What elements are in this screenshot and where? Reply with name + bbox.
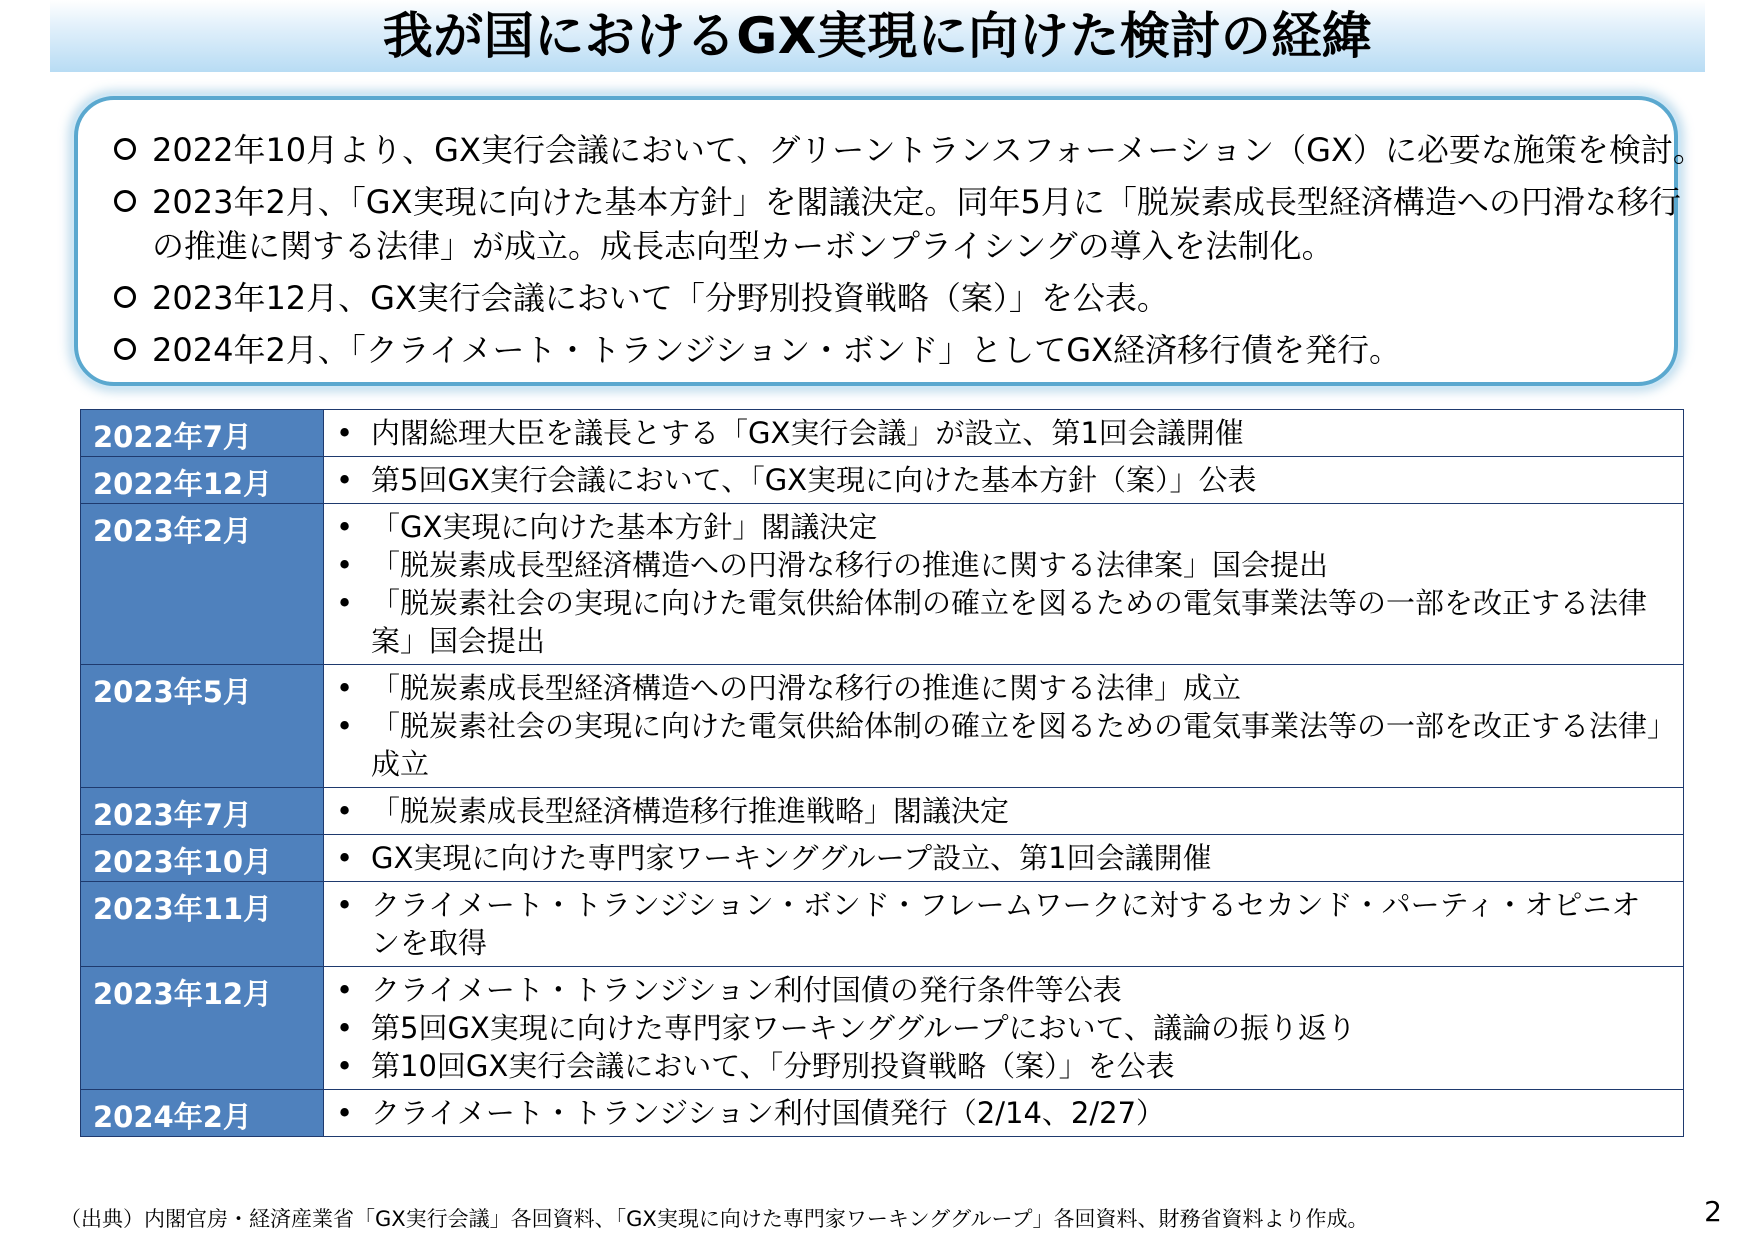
summary-text: 2024年2月、「クライメート・トランジション・ボンド」としてGX経済移行債を発行。 (152, 331, 1401, 369)
timeline-row (81, 504, 1684, 665)
timeline-event-text: 「脱炭素社会の実現に向けた電気供給体制の確立を図るための電気事業法等の一部を改正する法律案」国会提出 (371, 586, 1648, 658)
timeline-row (81, 1090, 1684, 1137)
timeline-event-text: 「脱炭素社会の実現に向けた電気供給体制の確立を図るための電気事業法等の一部を改正する法律」成立 (371, 709, 1662, 781)
bullet-icon: • (336, 671, 354, 705)
timeline-event-text: 「脱炭素成長型経済構造への円滑な移行の推進に関する法律」成立 (371, 671, 1242, 705)
timeline-event-text: クライメート・トランジション利付国債の発行条件等公表 (371, 973, 1122, 1007)
timeline-date: 2023年7月 (81, 788, 324, 835)
bullet-icon: • (336, 973, 354, 1007)
timeline-events (324, 835, 1684, 882)
summary-text: 2022年10月より、GX実行会議において、グリーントランスフォーメーション（GX）に必要な施策を検討。 (152, 131, 1705, 169)
timeline-event (336, 669, 1683, 707)
timeline-event (336, 886, 1683, 962)
summary-item (114, 180, 1682, 268)
timeline-date: 2022年7月 (81, 410, 324, 457)
timeline-event-text: 第10回GX実行会議において、「分野別投資戦略（案）」を公表 (371, 1049, 1175, 1083)
timeline-event (336, 707, 1683, 783)
circle-bullet-icon (114, 190, 136, 212)
page-number: 2 (1704, 1195, 1722, 1228)
timeline-events (324, 967, 1684, 1090)
source-note: （出典）内閣官房・経済産業省「GX実行会議」各回資料、「GX実現に向けた専門家ワーキンググループ」各回資料、財務省資料より作成。 (60, 1207, 1369, 1231)
timeline-event (336, 1094, 1683, 1132)
timeline-events (324, 1090, 1684, 1137)
timeline-event (336, 1009, 1683, 1047)
summary-item (114, 128, 1705, 172)
bullet-icon: • (336, 794, 354, 828)
timeline-event-text: 第5回GX実行会議において、「GX実現に向けた基本方針（案）」公表 (371, 463, 1257, 497)
circle-bullet-icon (114, 138, 136, 160)
bullet-icon: • (336, 709, 354, 743)
timeline-event (336, 508, 1683, 546)
timeline-event-text: クライメート・トランジション・ボンド・フレームワークに対するセカンド・パーティ・オピニオンを取得 (371, 888, 1641, 960)
timeline-event-text: 「GX実現に向けた基本方針」閣議決定 (371, 510, 878, 544)
timeline-row (81, 788, 1684, 835)
timeline-date: 2022年12月 (81, 457, 324, 504)
timeline-event-text: クライメート・トランジション利付国債発行（2/14、2/27） (371, 1096, 1166, 1130)
circle-bullet-icon (114, 338, 136, 360)
timeline-table (80, 409, 1684, 1137)
timeline-date: 2023年5月 (81, 665, 324, 788)
timeline-event-text: GX実現に向けた専門家ワーキンググループ設立、第1回会議開催 (371, 841, 1212, 875)
summary-box (74, 96, 1705, 386)
bullet-icon: • (336, 548, 354, 582)
bullet-icon: • (336, 841, 354, 875)
timeline-events (324, 882, 1684, 967)
bullet-icon: • (336, 1096, 354, 1130)
timeline-event (336, 546, 1683, 584)
timeline-events (324, 457, 1684, 504)
bullet-icon: • (336, 416, 354, 450)
timeline-date: 2023年12月 (81, 967, 324, 1090)
timeline-event (336, 584, 1683, 660)
timeline-date: 2024年2月 (81, 1090, 324, 1137)
bullet-icon: • (336, 586, 354, 620)
title-bar (50, 0, 1705, 72)
timeline-event-text: 内閣総理大臣を議長とする「GX実行会議」が設立、第1回会議開催 (371, 416, 1244, 450)
summary-item (114, 276, 1705, 320)
timeline-date: 2023年2月 (81, 504, 324, 665)
timeline-event-text: 「脱炭素成長型経済構造移行推進戦略」閣議決定 (371, 794, 1010, 828)
bullet-icon: • (336, 1049, 354, 1083)
timeline-row (81, 967, 1684, 1090)
bullet-icon: • (336, 888, 354, 922)
timeline-event-text: 第5回GX実現に向けた専門家ワーキンググループにおいて、議論の振り返り (371, 1011, 1357, 1045)
timeline-events (324, 788, 1684, 835)
bullet-icon: • (336, 510, 354, 544)
circle-bullet-icon (114, 286, 136, 308)
timeline-event (336, 414, 1683, 452)
timeline-row (81, 882, 1684, 967)
bullet-icon: • (336, 463, 354, 497)
summary-text: 2023年2月、「GX実現に向けた基本方針」を閣議決定。同年5月に「脱炭素成長型経済構造への円滑な移行の推進に関する法律」が成立。成長志向型カーボンプライシングの導入を法制化。 (152, 183, 1681, 265)
timeline-event (336, 1047, 1683, 1085)
timeline-events (324, 410, 1684, 457)
timeline-row (81, 665, 1684, 788)
timeline-event (336, 461, 1683, 499)
timeline-row (81, 457, 1684, 504)
bullet-icon: • (336, 1011, 354, 1045)
timeline-row (81, 410, 1684, 457)
summary-text: 2023年12月、GX実行会議において「分野別投資戦略（案）」を公表。 (152, 279, 1169, 317)
timeline-date: 2023年10月 (81, 835, 324, 882)
timeline-row (81, 835, 1684, 882)
timeline-event (336, 971, 1683, 1009)
summary-list (114, 128, 1705, 380)
timeline-events (324, 665, 1684, 788)
timeline-events (324, 504, 1684, 665)
timeline-event (336, 839, 1683, 877)
timeline-event-text: 「脱炭素成長型経済構造への円滑な移行の推進に関する法律案」国会提出 (371, 548, 1329, 582)
timeline-date: 2023年11月 (81, 882, 324, 967)
summary-item (114, 328, 1705, 372)
page-title: 我が国におけるGX実現に向けた検討の経緯 (382, 7, 1373, 65)
timeline-event (336, 792, 1683, 830)
